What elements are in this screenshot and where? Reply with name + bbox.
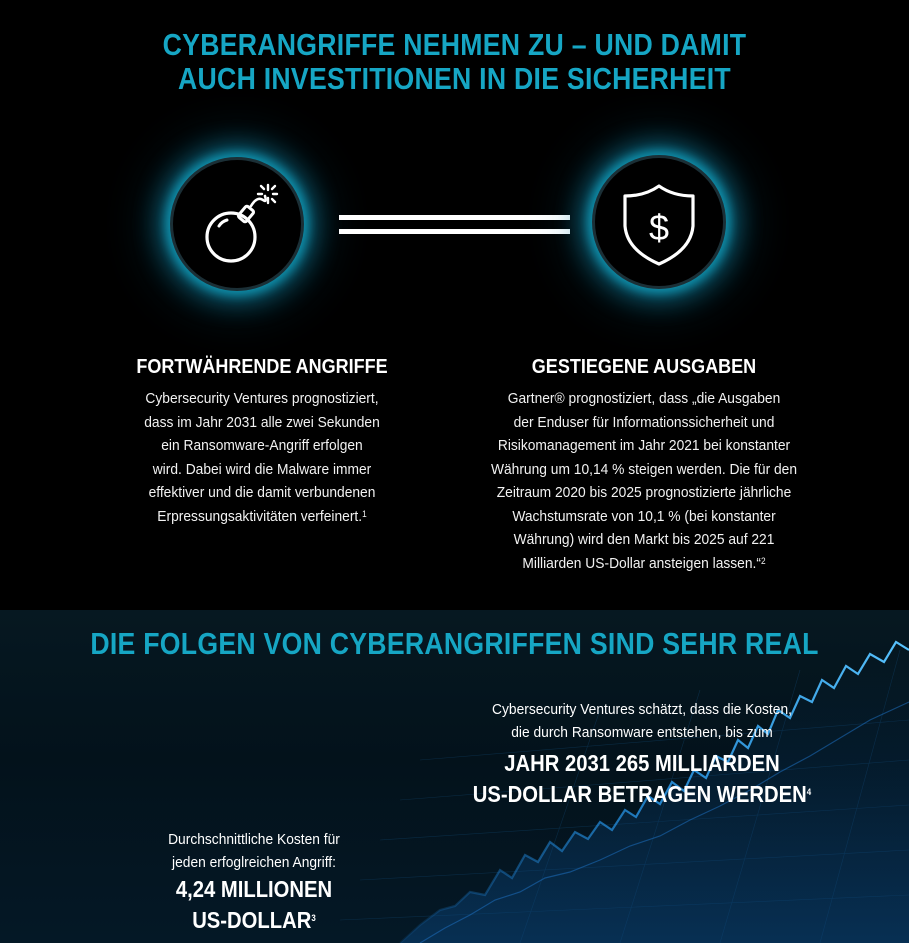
left-line: Cybersecurity Ventures prognostiziert, (145, 390, 379, 407)
left-heading: FORTWÄHRENDE ANGRIFFE (136, 356, 388, 378)
right-paragraph (451, 387, 837, 575)
left-paragraph (96, 387, 427, 528)
stat-left-text (116, 828, 392, 874)
footnote-marker: 4 (806, 787, 812, 797)
shield-circle (592, 155, 726, 289)
equals-bar-top (339, 215, 570, 220)
stat-right-value (457, 748, 827, 810)
stat-right-big-line: JAHR 2031 265 MILLIARDEN (504, 750, 780, 776)
right-line: Milliarden US-Dollar ansteigen lassen.“ (522, 554, 761, 572)
equals-bar-bottom (339, 229, 570, 234)
bomb-icon (173, 160, 301, 288)
main-title (64, 28, 846, 96)
left-line: ein Ransomware-Angriff erfolgen (161, 437, 363, 454)
right-line: Währung) wird den Markt bis 2025 auf 221 (513, 531, 775, 548)
left-line: dass im Jahr 2031 alle zwei Sekunden (144, 413, 380, 431)
stat-right-text (449, 698, 835, 744)
stat-left-big-line-last (122, 905, 386, 936)
footnote-marker: 2 (760, 555, 766, 566)
stat-left-big-line: US-DOLLAR (192, 907, 312, 933)
shield-dollar-icon (595, 158, 723, 286)
right-line: Wachstumsrate von 10,1 % (bei konstanter (512, 507, 776, 525)
footnote-marker: 3 (311, 913, 316, 923)
stat-right-line: die durch Ransomware entstehen, bis zum (511, 724, 773, 741)
stat-right-line: Cybersecurity Ventures schätzt, dass die Kosten, (492, 701, 792, 718)
footnote-marker: 1 (362, 508, 367, 519)
left-line: wird. Dabei wird die Malware immer (152, 460, 372, 478)
right-line: Risikomanagement im Jahr 2021 bei konstanter (497, 437, 791, 454)
right-heading: GESTIEGENE AUSGABEN (531, 356, 757, 378)
bottom-section (0, 610, 909, 943)
stat-left-line: Durchschnittliche Kosten für (168, 831, 340, 848)
left-line: effektiver und die damit verbundenen (148, 484, 376, 501)
right-line-last (451, 552, 837, 576)
section2-title: DIE FOLGEN VON CYBERANGRIFFEN SIND SEHR REAL (90, 626, 819, 661)
left-line: Erpressungsaktivitäten verfeinert. (157, 507, 363, 525)
left-line-last (96, 505, 427, 529)
right-line: Gartner® prognostiziert, dass „die Ausgaben (507, 390, 781, 407)
right-line: Zeitraum 2020 bis 2025 prognostizierte jährliche (496, 484, 792, 501)
right-line: der Enduser für Informationssicherheit und (513, 413, 775, 431)
bomb-circle (170, 157, 304, 291)
main-title-line2: AUCH INVESTITIONEN IN DIE SICHERHEIT (178, 61, 731, 96)
svg-text:$: $ (648, 207, 670, 248)
main-title-line1: CYBERANGRIFFE NEHMEN ZU – UND DAMIT (162, 27, 747, 62)
stat-left-big-line: 4,24 MILLIONEN (175, 876, 333, 902)
stat-right-big-line: US-DOLLAR BETRAGEN WERDEN (472, 781, 807, 807)
right-line: Währung um 10,14 % steigen werden. Die für den (490, 460, 798, 478)
stat-right-big-line-last (457, 779, 827, 810)
stat-left-line: jeden erfoglreichen Angriff: (172, 854, 336, 871)
stat-left-value (122, 874, 386, 936)
